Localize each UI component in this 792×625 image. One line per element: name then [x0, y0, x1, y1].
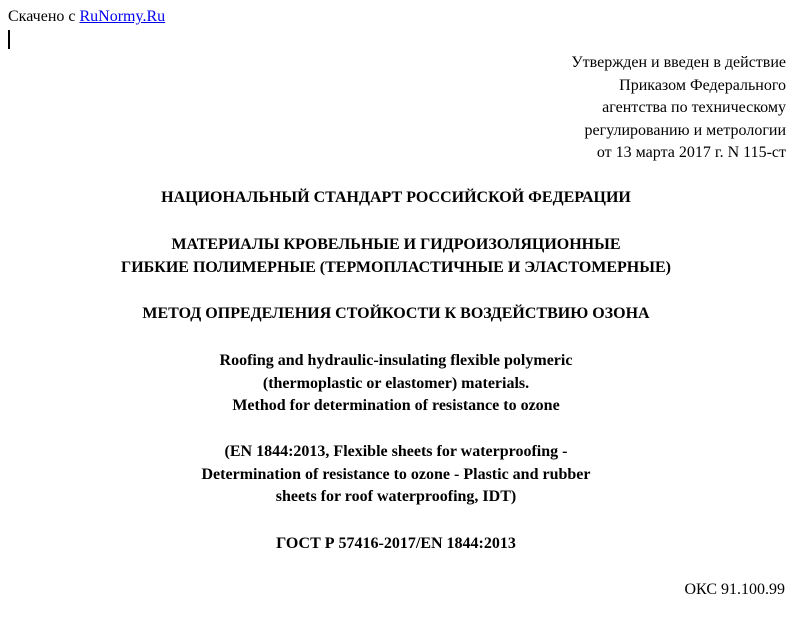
en-reference-line: Determination of resistance to ozone - Plastic and rubber [201, 465, 591, 483]
approval-line: Утвержден и введен в действие [571, 54, 786, 71]
english-title-line: Roofing and hydraulic-insulating flexible polymeric [219, 352, 573, 369]
english-title-line: (thermoplastic or elastomer) materials. [262, 374, 530, 392]
approval-line: Приказом Федерального [619, 76, 786, 94]
approval-block [466, 52, 786, 165]
download-source-label: Скачено с [8, 8, 80, 25]
gost-number-heading [0, 533, 792, 556]
approval-line: агентства по техническому [602, 99, 786, 116]
standard-type-heading [0, 187, 792, 210]
english-title-line: Method for determination of resistance to ozone [232, 397, 560, 414]
download-source-line [8, 7, 165, 27]
approval-line: регулированию и метрологии [584, 121, 786, 139]
approval-line: от 13 марта 2017 г. N 115-ст [596, 144, 786, 161]
en-standard-reference [0, 441, 792, 509]
en-reference-line: sheets for roof waterproofing, IDT) [275, 488, 517, 505]
russian-method-heading [0, 303, 792, 326]
standard-type-text: НАЦИОНАЛЬНЫЙ СТАНДАРТ РОССИЙСКОЙ ФЕДЕРАЦИИ [161, 189, 631, 206]
russian-title [0, 234, 792, 279]
en-reference-line: (EN 1844:2013, Flexible sheets for waterproofing - [224, 443, 568, 460]
runormy-link[interactable]: RuNormy.Ru [79, 8, 166, 25]
english-title [0, 350, 792, 418]
okc-code: ОКС 91.100.99 [684, 581, 785, 598]
russian-title-line: МАТЕРИАЛЫ КРОВЕЛЬНЫЕ И ГИДРОИЗОЛЯЦИОННЫЕ [171, 236, 621, 253]
text-caret [8, 30, 10, 49]
russian-method-text: МЕТОД ОПРЕДЕЛЕНИЯ СТОЙКОСТИ К ВОЗДЕЙСТВИЮ ОЗОНА [142, 305, 650, 322]
gost-number-text: ГОСТ Р 57416-2017/EN 1844:2013 [276, 535, 516, 552]
russian-title-line: ГИБКИЕ ПОЛИМЕРНЫЕ (ТЕРМОПЛАСТИЧНЫЕ И ЭЛАСТОМЕРНЫЕ) [121, 258, 671, 276]
